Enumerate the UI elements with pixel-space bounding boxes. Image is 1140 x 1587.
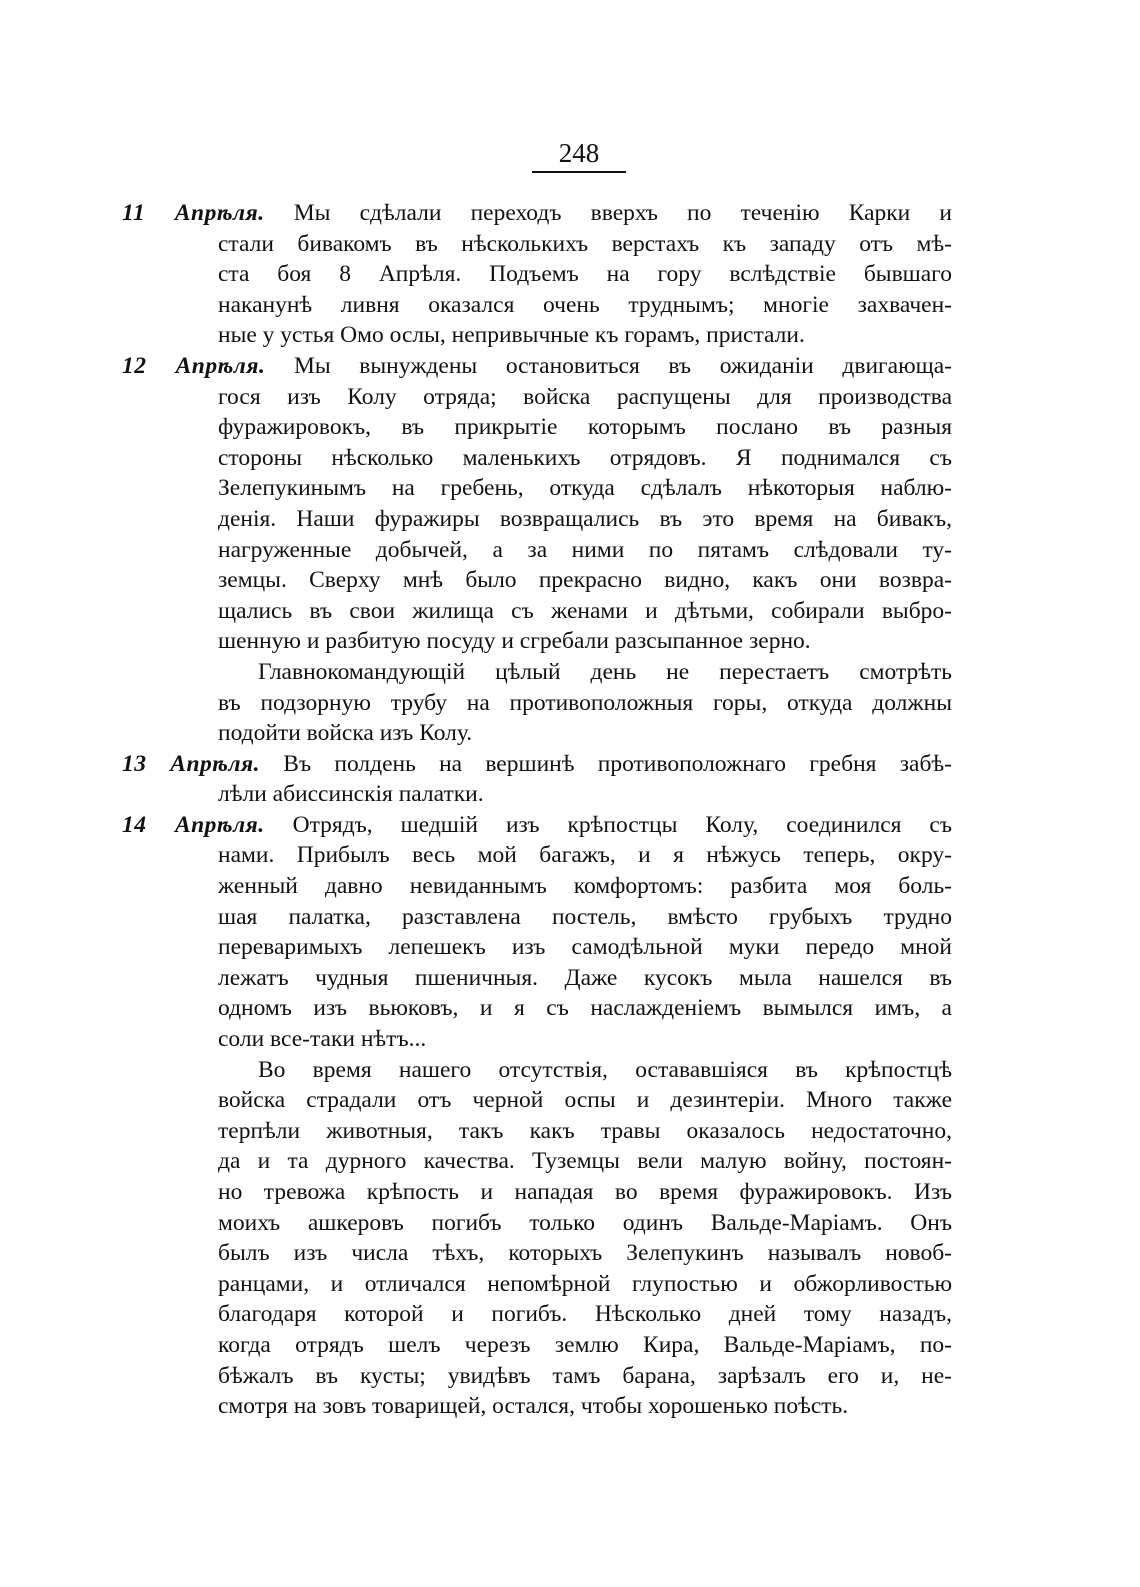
entry-line (122, 198, 952, 229)
entry-line: щались въ свои жилища съ женами и дѣтьми, собирали выбро- (218, 597, 952, 624)
entry-date: 14 Апрѣля. (122, 811, 265, 838)
diary-entry-11-april (122, 198, 952, 351)
paragraph-line: войска страдали отъ черной оспы и дезинтеріи. Много также (218, 1087, 952, 1114)
paragraph-line: ранцами, и отличался непомѣрной глупостью и обжорливостью (218, 1270, 952, 1297)
entry-line: наканунѣ ливня оказался очень труднымъ; многіе захвачен- (218, 291, 952, 318)
entry-line: ные у устья Омо ослы, непривычные къ горамъ, пристали. (218, 322, 805, 349)
entry-line (122, 351, 952, 382)
entry-line: фуражировокъ, въ прикрытіе которымъ послано въ разныя (218, 414, 952, 441)
entry-text: Мы вынуждены остановиться въ ожиданіи двигающа- (293, 352, 952, 379)
paragraph-line: Главнокомандующій цѣлый день не перестаетъ смотрѣть (258, 658, 952, 685)
entry-line: одномъ изъ вьюковъ, и я съ наслажденіемъ вымылся имъ, а (218, 995, 952, 1022)
paragraph-line: былъ изъ числа тѣхъ, которыхъ Зелепукинъ называлъ новоб- (218, 1240, 952, 1267)
entry-line: лежатъ чудныя пшеничныя. Даже кусокъ мыла нашелся въ (218, 964, 952, 991)
entry-line: лѣли абиссинскія палатки. (218, 781, 484, 808)
paragraph-line: терпѣли животныя, такъ какъ травы оказалось недостаточно, (218, 1117, 952, 1144)
entry-line: нами. Прибылъ весь мой багажъ, и я нѣжусь теперь, окру- (218, 842, 952, 869)
entry-line: женный давно невиданнымъ комфортомъ: разбита моя боль- (218, 873, 952, 900)
paragraph-line: благодаря которой и погибъ. Нѣсколько дней тому назадъ, (218, 1301, 952, 1328)
paragraph-line: подойти войска изъ Колу. (218, 720, 473, 747)
entry-date: 12 Апрѣля. (122, 352, 266, 379)
paragraph-line: смотря на зовъ товарищей, остался, чтобы хорошенько поѣсть. (218, 1393, 849, 1420)
entry-line: шая палатка, разставлена постель, вмѣсто грубыхъ трудно (218, 903, 952, 930)
entry-line (122, 810, 952, 841)
paragraph-line: но тревожа крѣпость и нападая во время фуражировокъ. Изъ (218, 1179, 952, 1205)
entry-line: соли все-таки нѣтъ... (218, 1026, 427, 1053)
paragraph-line: когда отрядъ шелъ черезъ землю Кира, Вальде-Маріамъ, по- (218, 1331, 952, 1358)
entry-line: переваримыхъ лепешекъ изъ самодѣльной муки передо мной (218, 934, 952, 961)
entry-line: шенную и разбитую посуду и сгребали разсыпанное зерно. (218, 628, 811, 655)
entry-text: Въ полдень на вершинѣ противоположнаго гребня забѣ- (283, 750, 952, 777)
entry-date: 11 Апрѣля. (122, 200, 265, 226)
entry-text: Мы сдѣлали переходъ вверхъ по теченію Карки и (293, 200, 952, 226)
diary-entry-14-april (122, 810, 952, 1422)
entry-line: гося изъ Колу отряда; войска распущены для производства (218, 383, 952, 410)
paragraph-line: бѣжалъ въ кусты; увидѣвъ тамъ барана, зарѣзалъ его и, не- (218, 1362, 952, 1389)
entry-line: Зелепукинымъ на гребень, откуда сдѣлалъ нѣкоторыя наблю- (218, 475, 952, 502)
entry-line: стали бивакомъ въ нѣсколькихъ верстахъ къ западу отъ мѣ- (218, 230, 952, 257)
entry-line: денія. Наши фуражиры возвращались въ это время на бивакъ, (218, 505, 952, 532)
paragraph-line: моихъ ашкеровъ погибъ только одинъ Вальде-Маріамъ. Онъ (218, 1209, 952, 1236)
paragraph-line: въ подзорную трубу на противоположныя горы, откуда должны (218, 689, 952, 716)
page-number: 248 (532, 137, 626, 173)
paragraph-line: Во время нашего отсутствія, остававшіяся въ крѣпостцѣ (258, 1056, 952, 1083)
diary-entry-12-april (122, 351, 952, 749)
entry-line (122, 749, 952, 780)
entry-date: 13 Апрѣля. (122, 750, 260, 777)
diary-entry-13-april (122, 749, 952, 810)
paragraph-line: да и та дурного качества. Туземцы вели малую войну, постоян- (218, 1148, 952, 1175)
entry-line: земцы. Сверху мнѣ было прекрасно видно, какъ они возвра- (218, 567, 952, 594)
entry-line: стороны нѣсколько маленькихъ отрядовъ. Я поднимался съ (218, 444, 952, 471)
entry-text: Отрядъ, шедшій изъ крѣпостцы Колу, соединился съ (292, 811, 952, 838)
entry-line: нагруженные добычей, а за ними по пятамъ слѣдовали ту- (218, 536, 952, 563)
entry-line: ста боя 8 Апрѣля. Подъемъ на гору вслѣдствіе бывшаго (218, 261, 952, 288)
diary-text (122, 198, 952, 1422)
